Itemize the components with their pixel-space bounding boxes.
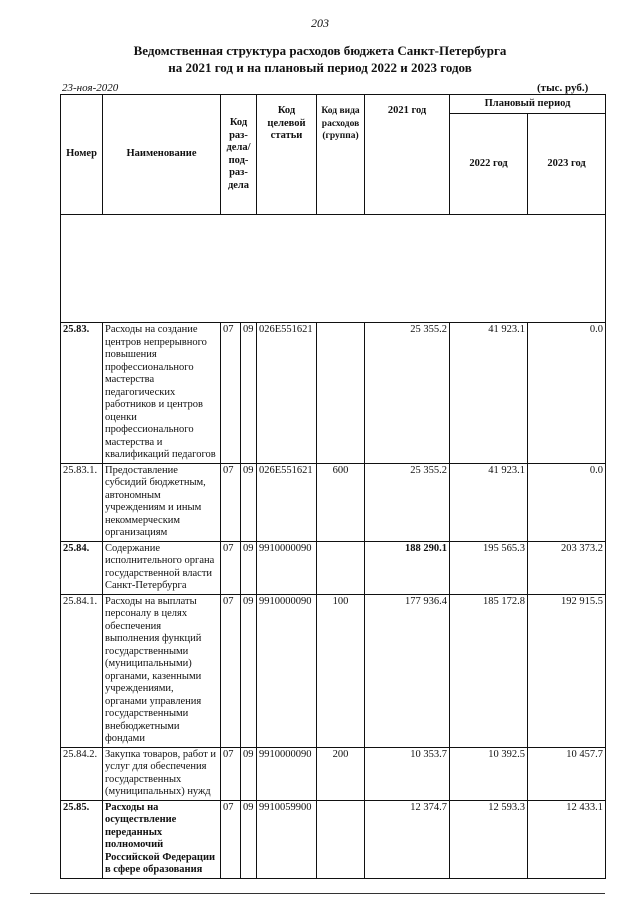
row-2023: 203 373.2 <box>528 541 606 594</box>
row-2022: 41 923.1 <box>450 463 528 541</box>
table-row <box>61 594 606 747</box>
page-bottom-rule <box>30 893 605 894</box>
row-2023: 10 457.7 <box>528 747 606 800</box>
row-target-code: 9910000090 <box>257 541 317 594</box>
document-date: 23-ноя-2020 <box>62 82 119 94</box>
title-line-2: на 2021 год и на плановый период 2022 и 2023 годов <box>168 60 472 75</box>
row-razdel: 07 <box>221 463 241 541</box>
row-2022: 41 923.1 <box>450 323 528 464</box>
row-2021: 25 355.2 <box>365 323 450 464</box>
row-target-code: 026E551621 <box>257 463 317 541</box>
row-2023: 0.0 <box>528 463 606 541</box>
row-name: Закупка товаров, работ и услуг для обеспечения государственных (муниципальных) нужд <box>103 747 221 800</box>
row-target-code: 9910000090 <box>257 747 317 800</box>
row-podrazdel: 09 <box>241 541 257 594</box>
table-row <box>61 800 606 878</box>
row-name: Расходы на создание центров непрерывного повышения профессионального мастерства педагогических работников и центров оценки профессионального мастерства и квалификаций педагогов <box>103 323 221 464</box>
row-2021: 12 374.7 <box>365 800 450 878</box>
header-year-2023: 2023 год <box>528 114 606 215</box>
row-number: 25.84.2. <box>61 747 103 800</box>
row-2023: 0.0 <box>528 323 606 464</box>
header-year-2021: 2021 год <box>365 95 450 215</box>
table-row <box>61 463 606 541</box>
row-2022: 12 593.3 <box>450 800 528 878</box>
row-number: 25.83.1. <box>61 463 103 541</box>
row-number: 25.84.1. <box>61 594 103 747</box>
row-podrazdel: 09 <box>241 463 257 541</box>
row-expense-type <box>317 541 365 594</box>
row-podrazdel: 09 <box>241 800 257 878</box>
row-expense-type <box>317 323 365 464</box>
row-2022: 10 392.5 <box>450 747 528 800</box>
row-2021: 10 353.7 <box>365 747 450 800</box>
title-line-1: Ведомственная структура расходов бюджета Санкт-Петербурга <box>133 43 507 58</box>
row-target-code: 9910000090 <box>257 594 317 747</box>
page-number: 203 <box>311 16 329 30</box>
row-number: 25.85. <box>61 800 103 878</box>
header-plan-period: Плановый период <box>450 95 606 114</box>
row-podrazdel: 09 <box>241 594 257 747</box>
row-expense-type: 200 <box>317 747 365 800</box>
row-expense-type: 600 <box>317 463 365 541</box>
row-2023: 12 433.1 <box>528 800 606 878</box>
row-razdel: 07 <box>221 800 241 878</box>
budget-table <box>60 94 606 879</box>
row-number: 25.84. <box>61 541 103 594</box>
row-razdel: 07 <box>221 541 241 594</box>
row-2021: 177 936.4 <box>365 594 450 747</box>
row-podrazdel: 09 <box>241 323 257 464</box>
header-expense-type-code: Код вида расходов (группа) <box>317 95 365 215</box>
header-gap <box>61 215 606 323</box>
header-name: Наименование <box>103 95 221 215</box>
row-target-code: 9910059900 <box>257 800 317 878</box>
document-title <box>0 42 640 76</box>
header-section-code: Код раз-дела/ под-раз-дела <box>221 95 257 215</box>
row-2021: 188 290.1 <box>365 541 450 594</box>
row-2022: 195 565.3 <box>450 541 528 594</box>
row-2023: 192 915.5 <box>528 594 606 747</box>
header-target-code: Код целевой статьи <box>257 95 317 215</box>
row-target-code: 026E551621 <box>257 323 317 464</box>
row-podrazdel: 09 <box>241 747 257 800</box>
row-name: Предоставление субсидий бюджетным, автономным учреждениям и иным некоммерческим организациям <box>103 463 221 541</box>
table-row <box>61 323 606 464</box>
row-razdel: 07 <box>221 747 241 800</box>
row-number: 25.83. <box>61 323 103 464</box>
row-2021: 25 355.2 <box>365 463 450 541</box>
row-name: Расходы на выплаты персоналу в целях обеспечения выполнения функций государственными (муниципальными) органами, казенными учреждениями, органами управления государственными внебюджетными фондами <box>103 594 221 747</box>
row-name: Содержание исполнительного органа государственной власти Санкт-Петербурга <box>103 541 221 594</box>
row-expense-type: 100 <box>317 594 365 747</box>
header-number: Номер <box>61 95 103 215</box>
table-row <box>61 747 606 800</box>
units-label: (тыс. руб.) <box>537 82 589 94</box>
row-2022: 185 172.8 <box>450 594 528 747</box>
header-year-2022: 2022 год <box>450 114 528 215</box>
row-name: Расходы на осуществление переданных полномочий Российской Федерации в сфере образования <box>103 800 221 878</box>
row-expense-type <box>317 800 365 878</box>
row-razdel: 07 <box>221 323 241 464</box>
table-row <box>61 541 606 594</box>
row-razdel: 07 <box>221 594 241 747</box>
